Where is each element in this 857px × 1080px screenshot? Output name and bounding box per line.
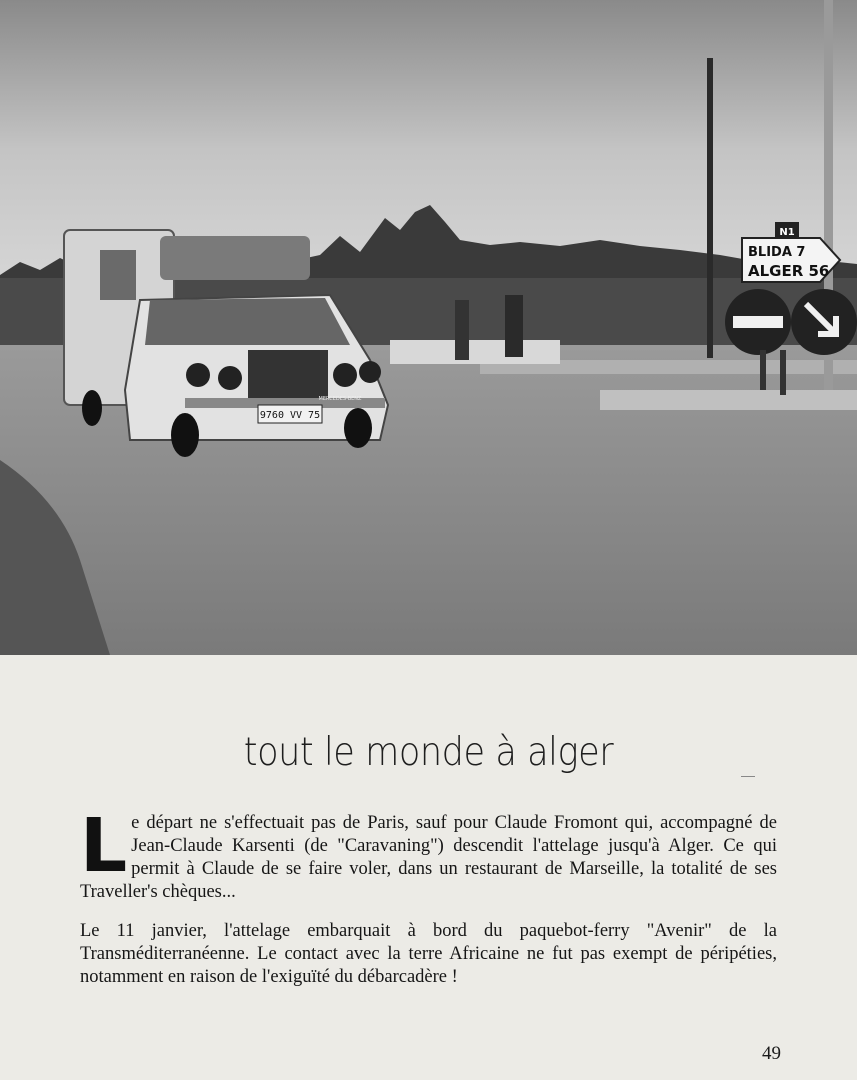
divider — [741, 776, 755, 777]
license-plate: 9760 VV 75 — [259, 410, 321, 421]
paragraph-1-text: e départ ne s'effectuait pas de Paris, sauf pour Claude Fromont qui, accompagné de Jean-Claude Karsenti (de "Caravaning") descendit l'attelage jusqu'à Alger. Ce qui permit à Claude de se faire voler, dans un restaurant de Marseille, la totalité de ses Traveller's chèques... — [80, 813, 777, 902]
sign-line-1: BLIDA 7 — [748, 245, 806, 260]
paragraph-2: Le 11 janvier, l'attelage embarquait à bord du paquebot-ferry "Avenir" de la Transméditerranéenne. Le contact avec la terre Africaine ne fut pas exempt de péripéties, notamment en raison de l'exiguïté du débarcadère ! — [80, 921, 777, 987]
page-number: 49 — [762, 1043, 781, 1064]
article-text — [80, 803, 777, 1005]
sign-line-2: ALGER 56 — [748, 262, 830, 280]
paragraph-1 — [80, 803, 777, 904]
front-plate-text: MERCEDES-BENZ — [318, 396, 362, 402]
drop-cap: L — [80, 803, 128, 889]
route-number: N1 — [779, 227, 795, 238]
article-title: tout le monde à alger — [243, 730, 614, 775]
